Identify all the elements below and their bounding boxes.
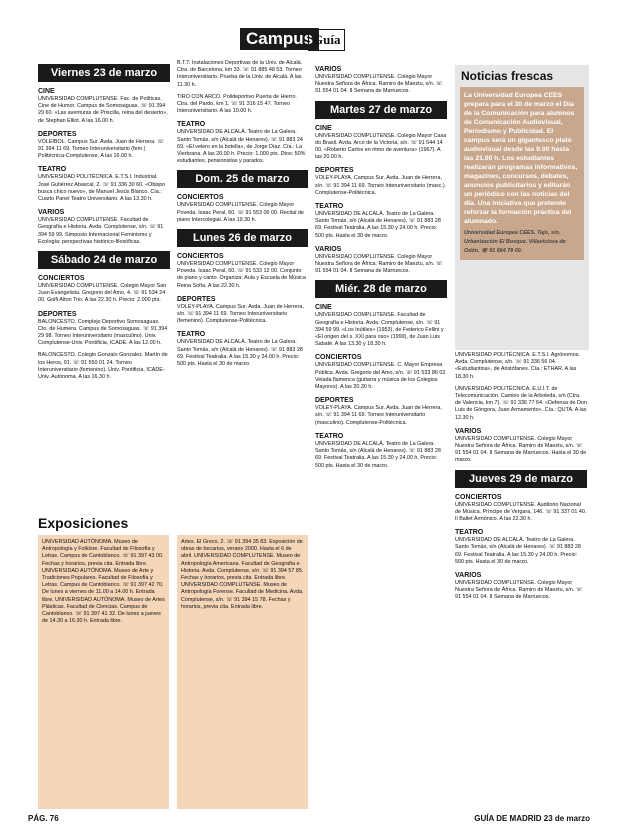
category-label: VARIOS [315, 245, 342, 253]
listing-entry: TIRO CON ARCO. Polideportivo Puerta de Hierro. Ctra. del Pardo, km 1. ☏ 91 316 15 47. Torneo Interuniversitario. A las 10.00 h. [177, 93, 297, 115]
day-header: Lunes 26 de marzo [177, 229, 308, 247]
category-label: VARIOS [455, 427, 482, 435]
category-label: CONCIERTOS [455, 493, 502, 501]
category-label: CINE [38, 88, 55, 95]
listing-entry: VOLEY-PLAYA. Campus Sur. Avda. Juan de Herrera, s/n. ☏ 91 394 11 69. Torneo Interuniversitario (masc.). Complutense-Politécnica. [315, 175, 447, 196]
column-3 [315, 60, 447, 475]
category-label: TEATRO [177, 331, 206, 339]
listing-entry: UNIVERSIDAD COMPLUTENSE. Colegio Mayor Nuestra Señora de África. Ramiro de Maeztu, s/n. ☏ 91 554 01 04. II Semana de Marruecos. [455, 580, 583, 601]
listing-entry: UNIVERSIDAD DE ALCALÁ. Teatro de La Galera. Santo Tomás, s/n (Alcalá de Henares). ☏ 91 883 24 69. «El velero en la botella», de Jorge Díaz. Cía.: La Vierbrana. A las 20.00 h. Precio: 1.000 pts. Dtos: 50% estudiantes, pensionistas y parados. [177, 129, 306, 165]
listing-entry: VOLEY-PLAYA. Campus Sur. Avda. Juan de Herrera, s/n. ☏ 91 394 11 69. Torneo Interuniversitario (femenino). Complutense-Politécnica. [177, 303, 304, 325]
listing-entry: UNIVERSIDAD COMPLUTENSE. Colegio Mayor Poveda. Isaac Peral, 60. ☏ 91 533 12 00. Conjunto de piano y canto. Organiza: Aula y Escuela de Música Reina Sofía. A las 22.30 h. [177, 261, 306, 289]
column-2 [177, 60, 308, 373]
news-body [460, 87, 584, 260]
exhibitions-title: Exposiciones [38, 515, 129, 531]
listing-entry: UNIVERSIDAD DE ALCALÁ. Teatro de La Galera. Santo Tomás, s/n (Alcalá de Henares). ☏ 91 883 28 69. Festival Teatralia. A las 15.30 y 24.00 h. Precio: 500 pts. Hasta el 30 de marzo. [455, 537, 581, 565]
day-header: Viernes 23 de marzo [38, 64, 170, 82]
page-footer [0, 814, 620, 828]
section-title: Campus [240, 28, 319, 50]
day-header: Sábado 24 de marzo [38, 251, 170, 269]
day-header: Martes 27 de marzo [315, 101, 447, 119]
listing-entry: UNIVERSIDAD DE ALCALÁ. Teatro de La Galera. Santo Tomás, s/n (Alcalá de Henares). ☏ 91 883 28 69. Festival Teatralia. A las 15.30 y 24.00 h. Precio: 500 pts. Hasta el 30 de marzo. [315, 211, 441, 239]
section-subtitle: Guía [308, 29, 345, 51]
page-number: PÁG. 76 [28, 814, 59, 823]
listing-entry: BALONCESTO. Colegio Gonzalo Gonzalez. Martín de los Heros, 91. ☏ 91 550 01 24. Torneo Interuniversitario (femenino). Univ. Pontificia, ICADE-Univ. Autónoma. A las 16.30 h. [38, 352, 168, 381]
listing-entry: UNIVERSIDAD COMPLUTENSE. Colegio Mayor Nuestra Señora de África. Ramiro de Maeztu, s/n. ☏ 91 554 01 04. II Semana de Marruecos. Hasta el 30 de marzo. [455, 435, 587, 464]
category-label: DEPORTES [38, 310, 77, 318]
listing-entry: UNIVERSIDAD COMPLUTENSE. Facultad de Geografía e Historia. Avda. Complutense, s/n. ☏ 91 394 59 99. Simposio Internacional Feminismo y Ecología: perspectivas histórico-filosóficas. [38, 217, 164, 245]
listing-entry: UNIVERSIDAD POLITÉCNICA. E.T.S.I. Industrial. José Gutiérrez Abascal, 2. ☏ 91 336 30 60. «Obispo busca chico nuevo», de Manuel Jesús Blanco. Cía.: Cuarto Panel Teatro Universitario. A las 13.30 h. [38, 174, 166, 203]
listing-entry: UNIVERSIDAD DE ALCALÁ. Teatro de La Galera. Santo Tomás, s/n (Alcalá de Henares). ☏ 91 883 28 69. Festival Teatralia. A las 15.30 y 24.00 h. Precio: 500 pts. Hasta el 30 de marzo. [315, 440, 441, 469]
column-4 [455, 352, 587, 607]
news-title: Noticias frescas [461, 69, 554, 83]
listing-entry: UNIVERSIDAD COMPLUTENSE. Fac. de Políticas. Cine de Humor. Campus de Somosaguas. ☏ 91 394 29 60. «Las aventuras de Priscilla, reina del desierto», de Stephan Elliot. A las 16.00 h. [38, 96, 168, 124]
listing-entry: B.T.T. Instalaciones Deportivas de la Univ. de Alcalá. Ctra. de Barcelona, km 33. ☏ 91 885 48 53. Torneo Interuniversitario. Prueba de la Univ. de Alcalá. A las 11.30 h. [177, 60, 303, 88]
category-label: CONCIERTOS [177, 194, 224, 202]
category-label: CONCIERTOS [38, 275, 85, 283]
day-header: Jueves 29 de marzo [455, 470, 587, 488]
category-label: TEATRO [455, 529, 484, 537]
category-label: VARIOS [38, 209, 65, 217]
listing-entry: BALONCESTO. Complejo Deportivo Somosaguas. Cto. de Humera. Campus de Somosaguas. ☏ 91 394 29 98. Torneo Interuniversitario (masculino). Univ. Complutense-Univ. Pontificia, ICADE. A las 12.00 h. [38, 318, 168, 347]
category-label: CINE [315, 304, 332, 312]
day-header: Miér. 28 de marzo [315, 280, 447, 298]
column-1 [38, 60, 170, 386]
category-label: TEATRO [315, 203, 344, 211]
publication-name: GUÍA DE MADRID 23 de marzo [474, 814, 590, 823]
listing-entry: UNIVERSIDAD COMPLUTENSE. Auditorio Nacional de Música. Príncipe de Vergara, 146. ☏ 91 337 01 40. Il Ballet Armónico. A las 22.30 h. [455, 501, 587, 523]
listing-entry: UNIVERSIDAD COMPLUTENSE. Facultad de Geografía e Historia. Avda. Complutense, s/n. ☏ 91 394 59 99. «Los Inútiles» (1953), de Federico Fellini y «El origen del s. XXI para oso» (1999), de Juan Luis Sabaté. A las 13.30 y 18.30 h. [315, 312, 444, 348]
listing-entry: UNIVERSIDAD COMPLUTENSE. Colegio Mayor Poveda. Isaac Peral, 60. ☏ 91 553 06 00. Recital de piano Intercolegial. A las 19.30 h. [177, 202, 304, 223]
category-label: CONCIERTOS [315, 354, 362, 362]
exhibitions-box: Artes. El Greco, 2. ☏ 91 394 35 83. Exposición de obras de becarios, verano 2000. Hasta el 6 de abril. UNIVERSIDAD COMPLUTENSE. Museo de Antropología Americana. Facultad de Geografía e Historia. Avda. Complutense, s/n. ☏ 91 394 57 85. Fechas y horarios, previa cita. Entrada libre. UNIVERSIDAD COMPLUTENSE. Museo de Antropología Forense. Facultad de Medicina. Avda. Complutense, s/n. ☏ 91 394 15 78. Fechas y horarios, previa cita. Entrada libre. [177, 535, 308, 809]
day-header: Dom. 25 de marzo [177, 170, 308, 188]
news-footnote: Universidad Europea CEES. Tajo, s/n. Urbanización El Bosque. Villaviciosa de Odón. ☏ 91 664 78 00. [464, 230, 566, 254]
listing-entry: UNIVERSIDAD COMPLUTENSE. Colegio Mayor Nuestra Señora de África. Ramiro de Maeztu, s/n. ☏ 91 554 01 04. II Semana de Marruecos. [315, 74, 443, 95]
news-text: La Universidad Europea CEES prepara para el 30 de marzo el Día de la Comunicación para alumnos de Comunicación Audiovisual, Periodismo y Publicidad. El campus será un gigantesco plató audiovisual desde las 9.00 hasta las 21.00 h. Los estudiantes realizarán programas informativos, magazines, concursos, debates, anuncios publicitarios y editarán un periódico con las noticias del día. Una iniciativa que pretende reforzar la formación práctica del alumnado. [464, 92, 578, 225]
category-label: TEATRO [38, 166, 67, 174]
category-label: DEPORTES [177, 295, 216, 303]
exhibitions-box: UNIVERSIDAD AUTÓNOMA. Museo de Antropología y Folklore. Facultad de Filosofía y Letras. Campus de Cantoblanco. ☏ 91 397 43 00. Fechas y horarios, previa cita. Entrada libre. UNIVERSIDAD AUTÓNOMA. Museo de Arte y Tradiciones Populares. Facultad de Filosofía y Letras. Campus de Cantoblanco. ☏ 91 397 42 70. De lunes a viernes de 11.00 a 14.00 h. Entrada libre. UNIVERSIDAD AUTÓNOMA. Museo de Artes Plásticas. Facultad de Ciencias. Campus de Cantoblanco. ☏ 91 397 41 32. De lunes a jueves de 14.30 a 16.30 h. Entrada libre. [38, 535, 169, 809]
listing-entry: UNIVERSIDAD COMPLUTENSE. Colegio Mayor Nuestra Señora de África. Ramiro de Maeztu, s/n. ☏ 91 554 01 04. II Semana de Marruecos. [315, 253, 443, 275]
listing-entry: UNIVERSIDAD POLITÉCNICA. E.T.S.I. Agrónomos. Avda. Complutense, s/n. ☏ 91 336 56 04. «Estudiantina», de Aristófanes. Cía.: ETHAR. A las 18.30 h. [455, 352, 580, 380]
category-label: DEPORTES [38, 130, 77, 138]
category-label: VARIOS [315, 66, 342, 73]
listing-entry: UNIVERSIDAD DE ALCALÁ. Teatro de La Galera. Santo Tomás, s/n (Alcalá de Henares). ☏ 91 883 28 69. Festival Teatralia. A las 15.30 y 24.00 h. Precio: 500 pts. Hasta el 30 de marzo. [177, 339, 303, 368]
page-header [0, 28, 620, 50]
listing-entry: UNIVERSIDAD COMPLUTENSE. Colegio Mayor Casa do Brasil. Avda. Arco de la Victoria, s/n. ☏ 91 544 14 00. «Roberto Carlos en ritmo de aventura» (1967). A las 20.00 h. [315, 132, 447, 161]
category-label: CONCIERTOS [177, 253, 224, 261]
listing-entry: VOLEIBOL. Campus Sur. Avda. Juan de Herrera. ☏ 91 394 11 69. Torneo Interuniversitario (fem.) Politécnica-Complutense. A las 16.00 h. [38, 138, 164, 160]
listing-entry: VOLEY-PLAYA. Campus Sur. Avda. Juan de Herrera, s/n. ☏ 91 394 11 69. Torneo Interuniversitario (masculino). Complutense-Politécnica. [315, 405, 442, 426]
listing-entry: UNIVERSIDAD COMPLUTENSE. C. Mayor Empresa Pública. Avda. Gregorio del Amo, s/n. ☏ 91 533 86 02. Velada flamenca (guitarra y música de los Colegios Mayores). A las 20.30 h. [315, 362, 447, 391]
news-box [455, 65, 589, 350]
category-label: DEPORTES [315, 397, 354, 405]
listing-entry: UNIVERSIDAD POLITÉCNICA. E.U.I.T. de Telecomunicación. Camino de la Arboleda, s/n (Ctra. de Valencia, km 7). ☏ 91 336 77 64. «Defensa de Don Luis de Góngora, Juan Armamento». Cía.: QUTA. A las 12.30 h. [455, 385, 587, 421]
listing-entry: UNIVERSIDAD COMPLUTENSE. Colegio Mayor San Juan Evangelista. Gregorio del Amo, 4. ☏ 91 534 24 00. Golfi Alton Trio. A las 22.30 h. Precio: 2.000 pts. [38, 283, 167, 304]
category-label: CINE [315, 124, 332, 132]
category-label: VARIOS [455, 572, 482, 580]
category-label: TEATRO [177, 121, 206, 129]
category-label: DEPORTES [315, 167, 354, 175]
category-label: TEATRO [315, 432, 344, 440]
